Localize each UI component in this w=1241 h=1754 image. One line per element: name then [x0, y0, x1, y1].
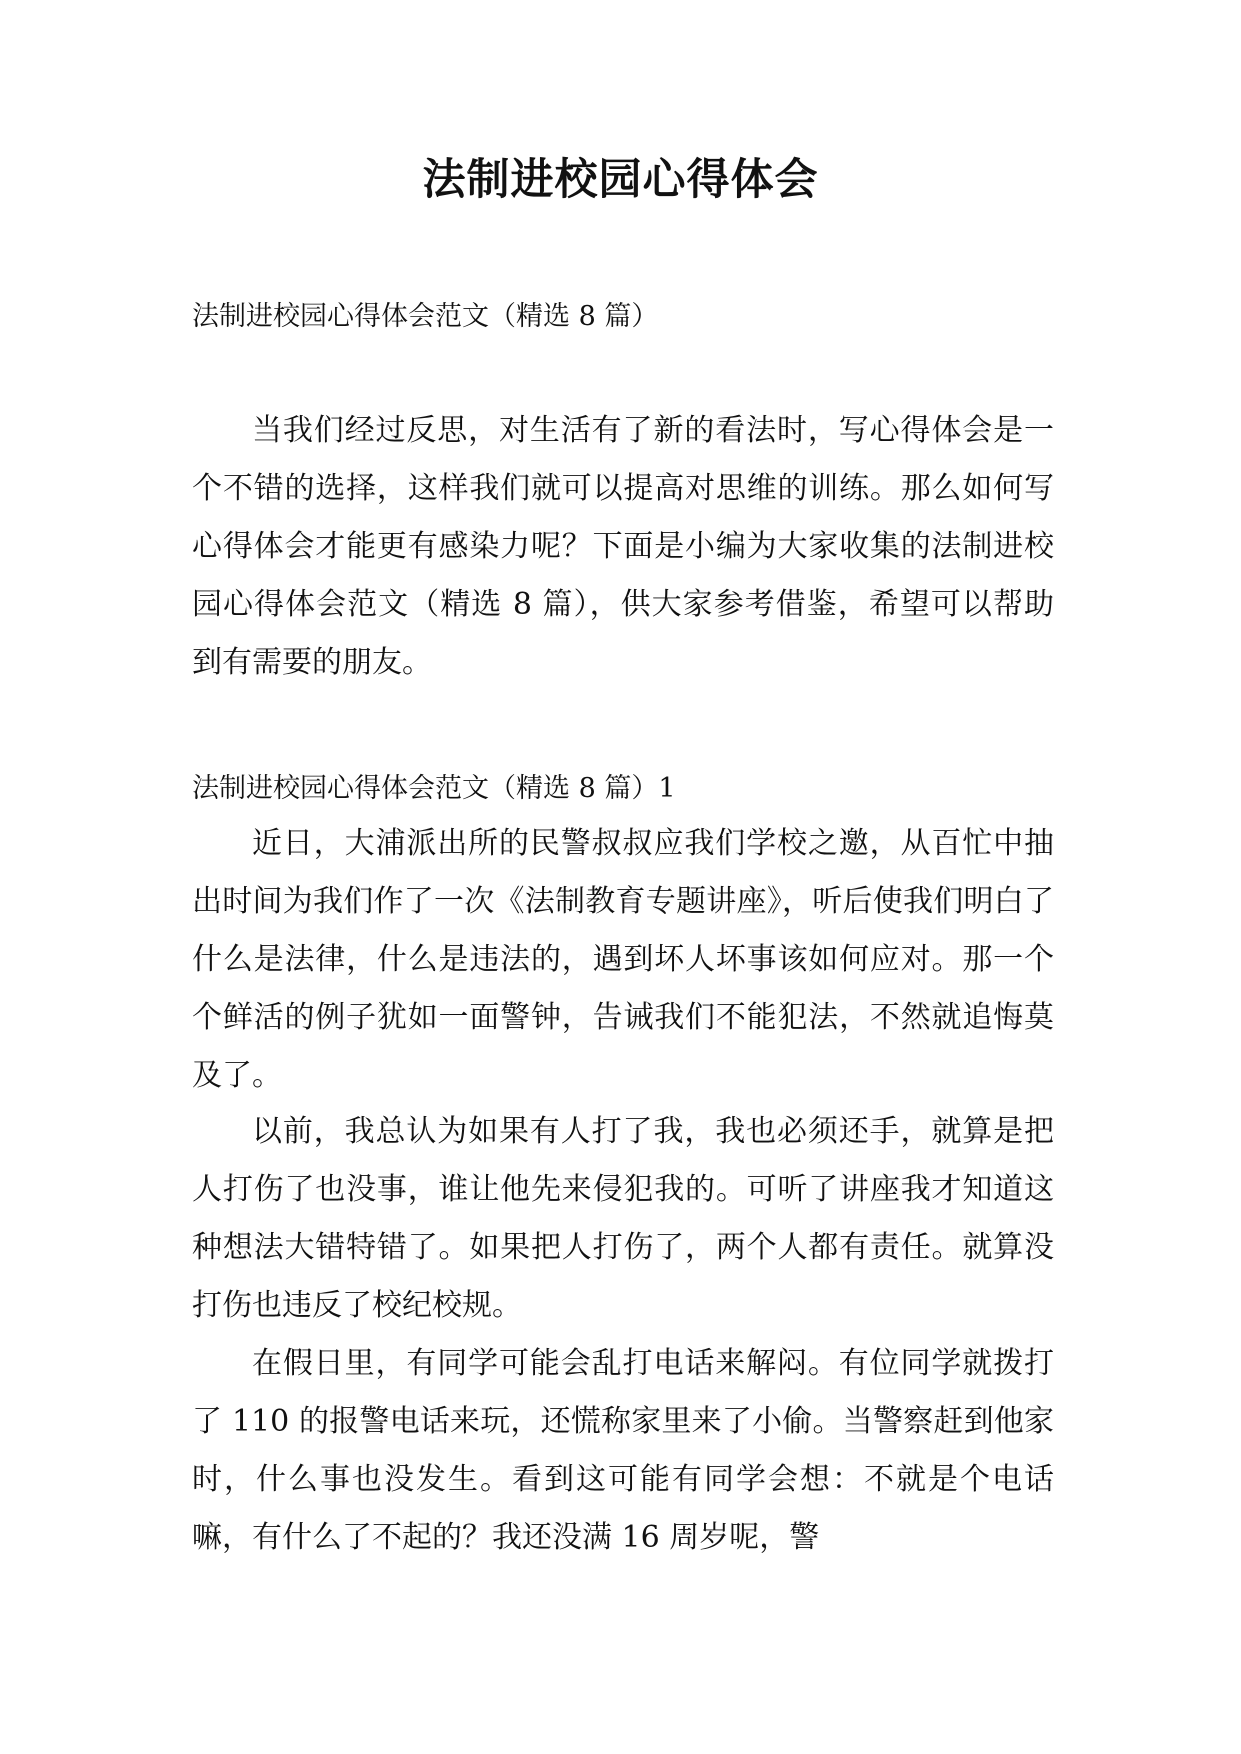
body-paragraph: 以前，我总认为如果有人打了我，我也必须还手，就算是把人打伤了也没事，谁让他先来侵犯我的。可听了讲座我才知道这种想法大错特错了。如果把人打伤了，两个人都有责任。就算没打伤也违反了校纪校规。	[192, 1114, 1054, 1323]
intro-paragraph: 当我们经过反思，对生活有了新的看法时，写心得体会是一个不错的选择，这样我们就可以提高对思维的训练。那么如何写心得体会才能更有感染力呢？下面是小编为大家收集的法制进校园心得体会范文（精选 8 篇），供大家参考借鉴，希望可以帮助到有需要的朋友。	[192, 413, 1054, 680]
body-paragraph: 近日，大浦派出所的民警叔叔应我们学校之邀，从百忙中抽出时间为我们作了一次《法制教育专题讲座》，听后使我们明白了什么是法律，什么是违法的，遇到坏人坏事该如何应对。那一个个鲜活的例子犹如一面警钟，告诫我们不能犯法，不然就追悔莫及了。	[192, 826, 1054, 1093]
document-subtitle: 法制进校园心得体会范文（精选 8 篇）	[192, 301, 659, 332]
document-title: 法制进校园心得体会	[422, 155, 819, 205]
section-heading: 法制进校园心得体会范文（精选 8 篇）1	[192, 773, 676, 804]
body-paragraph: 在假日里，有同学可能会乱打电话来解闷。有位同学就拨打了 110 的报警电话来玩，还慌称家里来了小偷。当警察赶到他家时，什么事也没发生。看到这可能有同学会想：不就是个电话嘛，有什么了不起的？我还没满 16 周岁呢，警	[192, 1346, 1054, 1555]
